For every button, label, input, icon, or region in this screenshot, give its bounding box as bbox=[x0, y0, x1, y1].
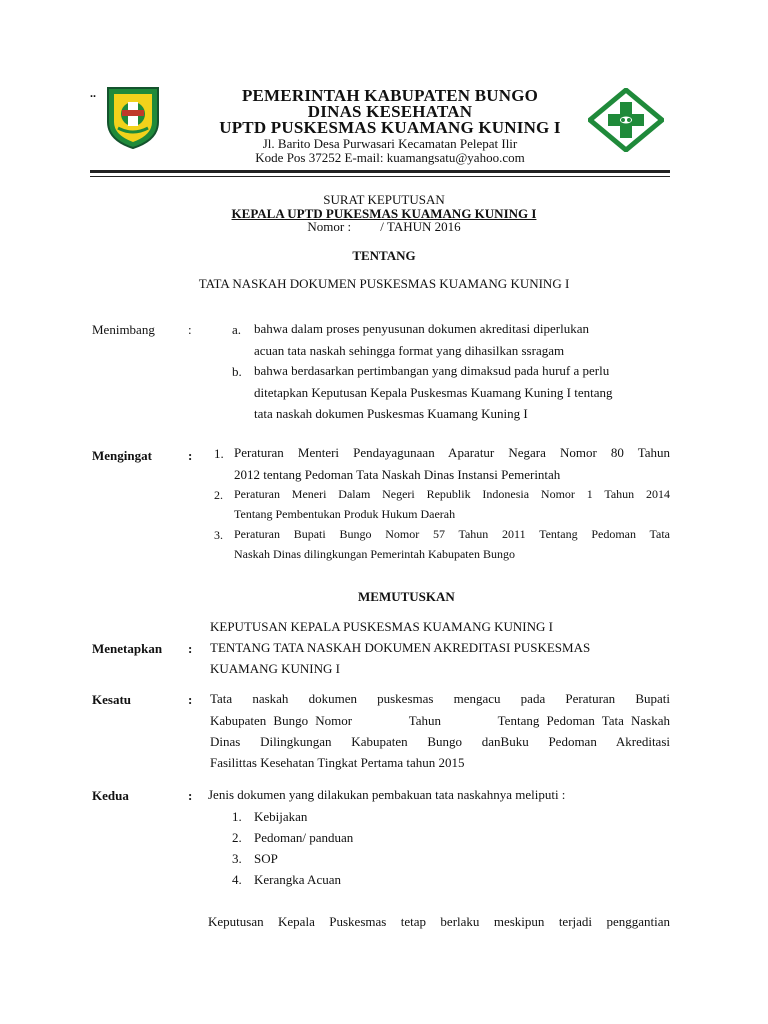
kesatu-colon: : bbox=[188, 692, 193, 707]
puskesmas-logo bbox=[588, 88, 664, 152]
menetapkan-line-3: KUAMANG KUNING I bbox=[210, 661, 340, 676]
menimbang-b-line-1: bahwa berdasarkan pertimbangan yang dimaksud pada huruf a perlu bbox=[254, 363, 610, 378]
kedua-intro: Jenis dokumen yang dilakukan pembakuan tata naskahnya meliputi : bbox=[208, 787, 566, 802]
kesatu-line-1: Tata naskah dokumen puskesmas mengacu pada Peraturan Bupati bbox=[210, 691, 670, 706]
header-dots: .. bbox=[90, 86, 96, 100]
menetapkan-line-1: KEPUTUSAN KEPALA PUSKESMAS KUAMANG KUNING I bbox=[210, 619, 553, 634]
nomor: Nomor : / TAHUN 2016 bbox=[307, 219, 461, 234]
mengingat-1-marker: 1. bbox=[214, 446, 224, 461]
menetapkan-line-2: TENTANG TATA NASKAH DOKUMEN AKREDITASI PUSKESMAS bbox=[210, 640, 591, 655]
memutuskan-heading: MEMUTUSKAN bbox=[358, 589, 455, 604]
tentang: TENTANG bbox=[352, 248, 416, 263]
header-rule-thick bbox=[90, 170, 670, 173]
header-address: Jl. Barito Desa Purwasari Kecamatan Pelepat Ilir bbox=[262, 136, 518, 151]
mengingat-1-line-1: Peraturan Menteri Pendayagunaan Aparatur Negara Nomor 80 Tahun bbox=[234, 445, 670, 460]
menetapkan-colon: : bbox=[188, 641, 193, 656]
mengingat-2-line-2: Tentang Pembentukan Produk Hukum Daerah bbox=[234, 507, 456, 521]
menimbang-b-line-3: tata naskah dokumen Puskesmas Kuamang Kuning I bbox=[254, 406, 528, 421]
kedua-1-text: Kebijakan bbox=[254, 809, 308, 824]
issuer-text: KEPALA UPTD PUKESMAS KUAMANG KUNING I bbox=[231, 206, 537, 221]
kesatu-label: Kesatu bbox=[92, 692, 131, 707]
subject: TATA NASKAH DOKUMEN PUSKESMAS KUAMANG KUNING I bbox=[198, 276, 570, 291]
mengingat-colon: : bbox=[188, 448, 193, 463]
kedua-1-marker: 1. bbox=[232, 809, 242, 824]
closing-line: Keputusan Kepala Puskesmas tetap berlaku meskipun terjadi penggantian bbox=[208, 914, 670, 929]
mengingat-3-line-1: Peraturan Bupati Bungo Nomor 57 Tahun 2011 Tentang Pedoman Tata bbox=[234, 527, 670, 541]
menimbang-b-marker: b. bbox=[232, 364, 242, 379]
doc-type: SURAT KEPUTUSAN bbox=[323, 192, 445, 207]
menimbang-b-line-2: ditetapkan Keputusan Kepala Puskesmas Kuamang Kuning I tentang bbox=[254, 385, 613, 400]
kesatu-line-3: Dinas Dilingkungan Kabupaten Bungo danBuku Pedoman Akreditasi bbox=[210, 734, 670, 749]
kedua-label: Kedua bbox=[92, 788, 129, 803]
kedua-2-marker: 2. bbox=[232, 830, 242, 845]
mengingat-3-line-2: Naskah Dinas dilingkungan Pemerintah Kabupaten Bungo bbox=[234, 547, 515, 561]
header-line-3: UPTD PUSKESMAS KUAMANG KUNING I bbox=[219, 118, 561, 137]
mengingat-2-line-1: Peraturan Meneri Dalam Negeri Republik Indonesia Nomor 1 Tahun 2014 bbox=[234, 487, 670, 501]
mengingat-3-marker: 3. bbox=[214, 528, 223, 542]
kedua-4-marker: 4. bbox=[232, 872, 242, 887]
kesatu-line-2: Kabupaten Bungo Nomor Tahun Tentang Pedoman Tata Naskah bbox=[210, 713, 670, 728]
mengingat-1-line-2: 2012 tentang Pedoman Tata Naskah Dinas Instansi Pemerintah bbox=[234, 467, 561, 482]
header-line-2: DINAS KESEHATAN bbox=[307, 102, 473, 121]
kedua-4-text: Kerangka Acuan bbox=[254, 872, 341, 887]
mengingat-2-marker: 2. bbox=[214, 488, 223, 502]
kesatu-line-4: Fasilittas Kesehatan Tingkat Pertama tahun 2015 bbox=[210, 755, 465, 770]
menimbang-colon: : bbox=[188, 322, 192, 337]
kedua-3-marker: 3. bbox=[232, 851, 242, 866]
mengingat-label: Mengingat bbox=[92, 448, 152, 463]
menetapkan-label: Menetapkan bbox=[92, 641, 163, 656]
kedua-colon: : bbox=[188, 788, 193, 803]
menimbang-a-marker: a. bbox=[232, 322, 242, 337]
kedua-3-text: SOP bbox=[254, 851, 278, 866]
header-rule-thin bbox=[90, 176, 670, 177]
menimbang-label: Menimbang bbox=[92, 322, 155, 337]
header-line-1: PEMERINTAH KABUPATEN BUNGO bbox=[241, 86, 539, 105]
header-contact: Kode Pos 37252 E-mail: kuamangsatu@yahoo.com bbox=[255, 150, 525, 165]
kedua-2-text: Pedoman/ panduan bbox=[254, 830, 354, 845]
menimbang-a-line-1: bahwa dalam proses penyusunan dokumen akreditasi diperlukan bbox=[254, 321, 590, 336]
menimbang-a-line-2: acuan tata naskah sehingga format yang dihasilkan ssragam bbox=[254, 343, 565, 358]
